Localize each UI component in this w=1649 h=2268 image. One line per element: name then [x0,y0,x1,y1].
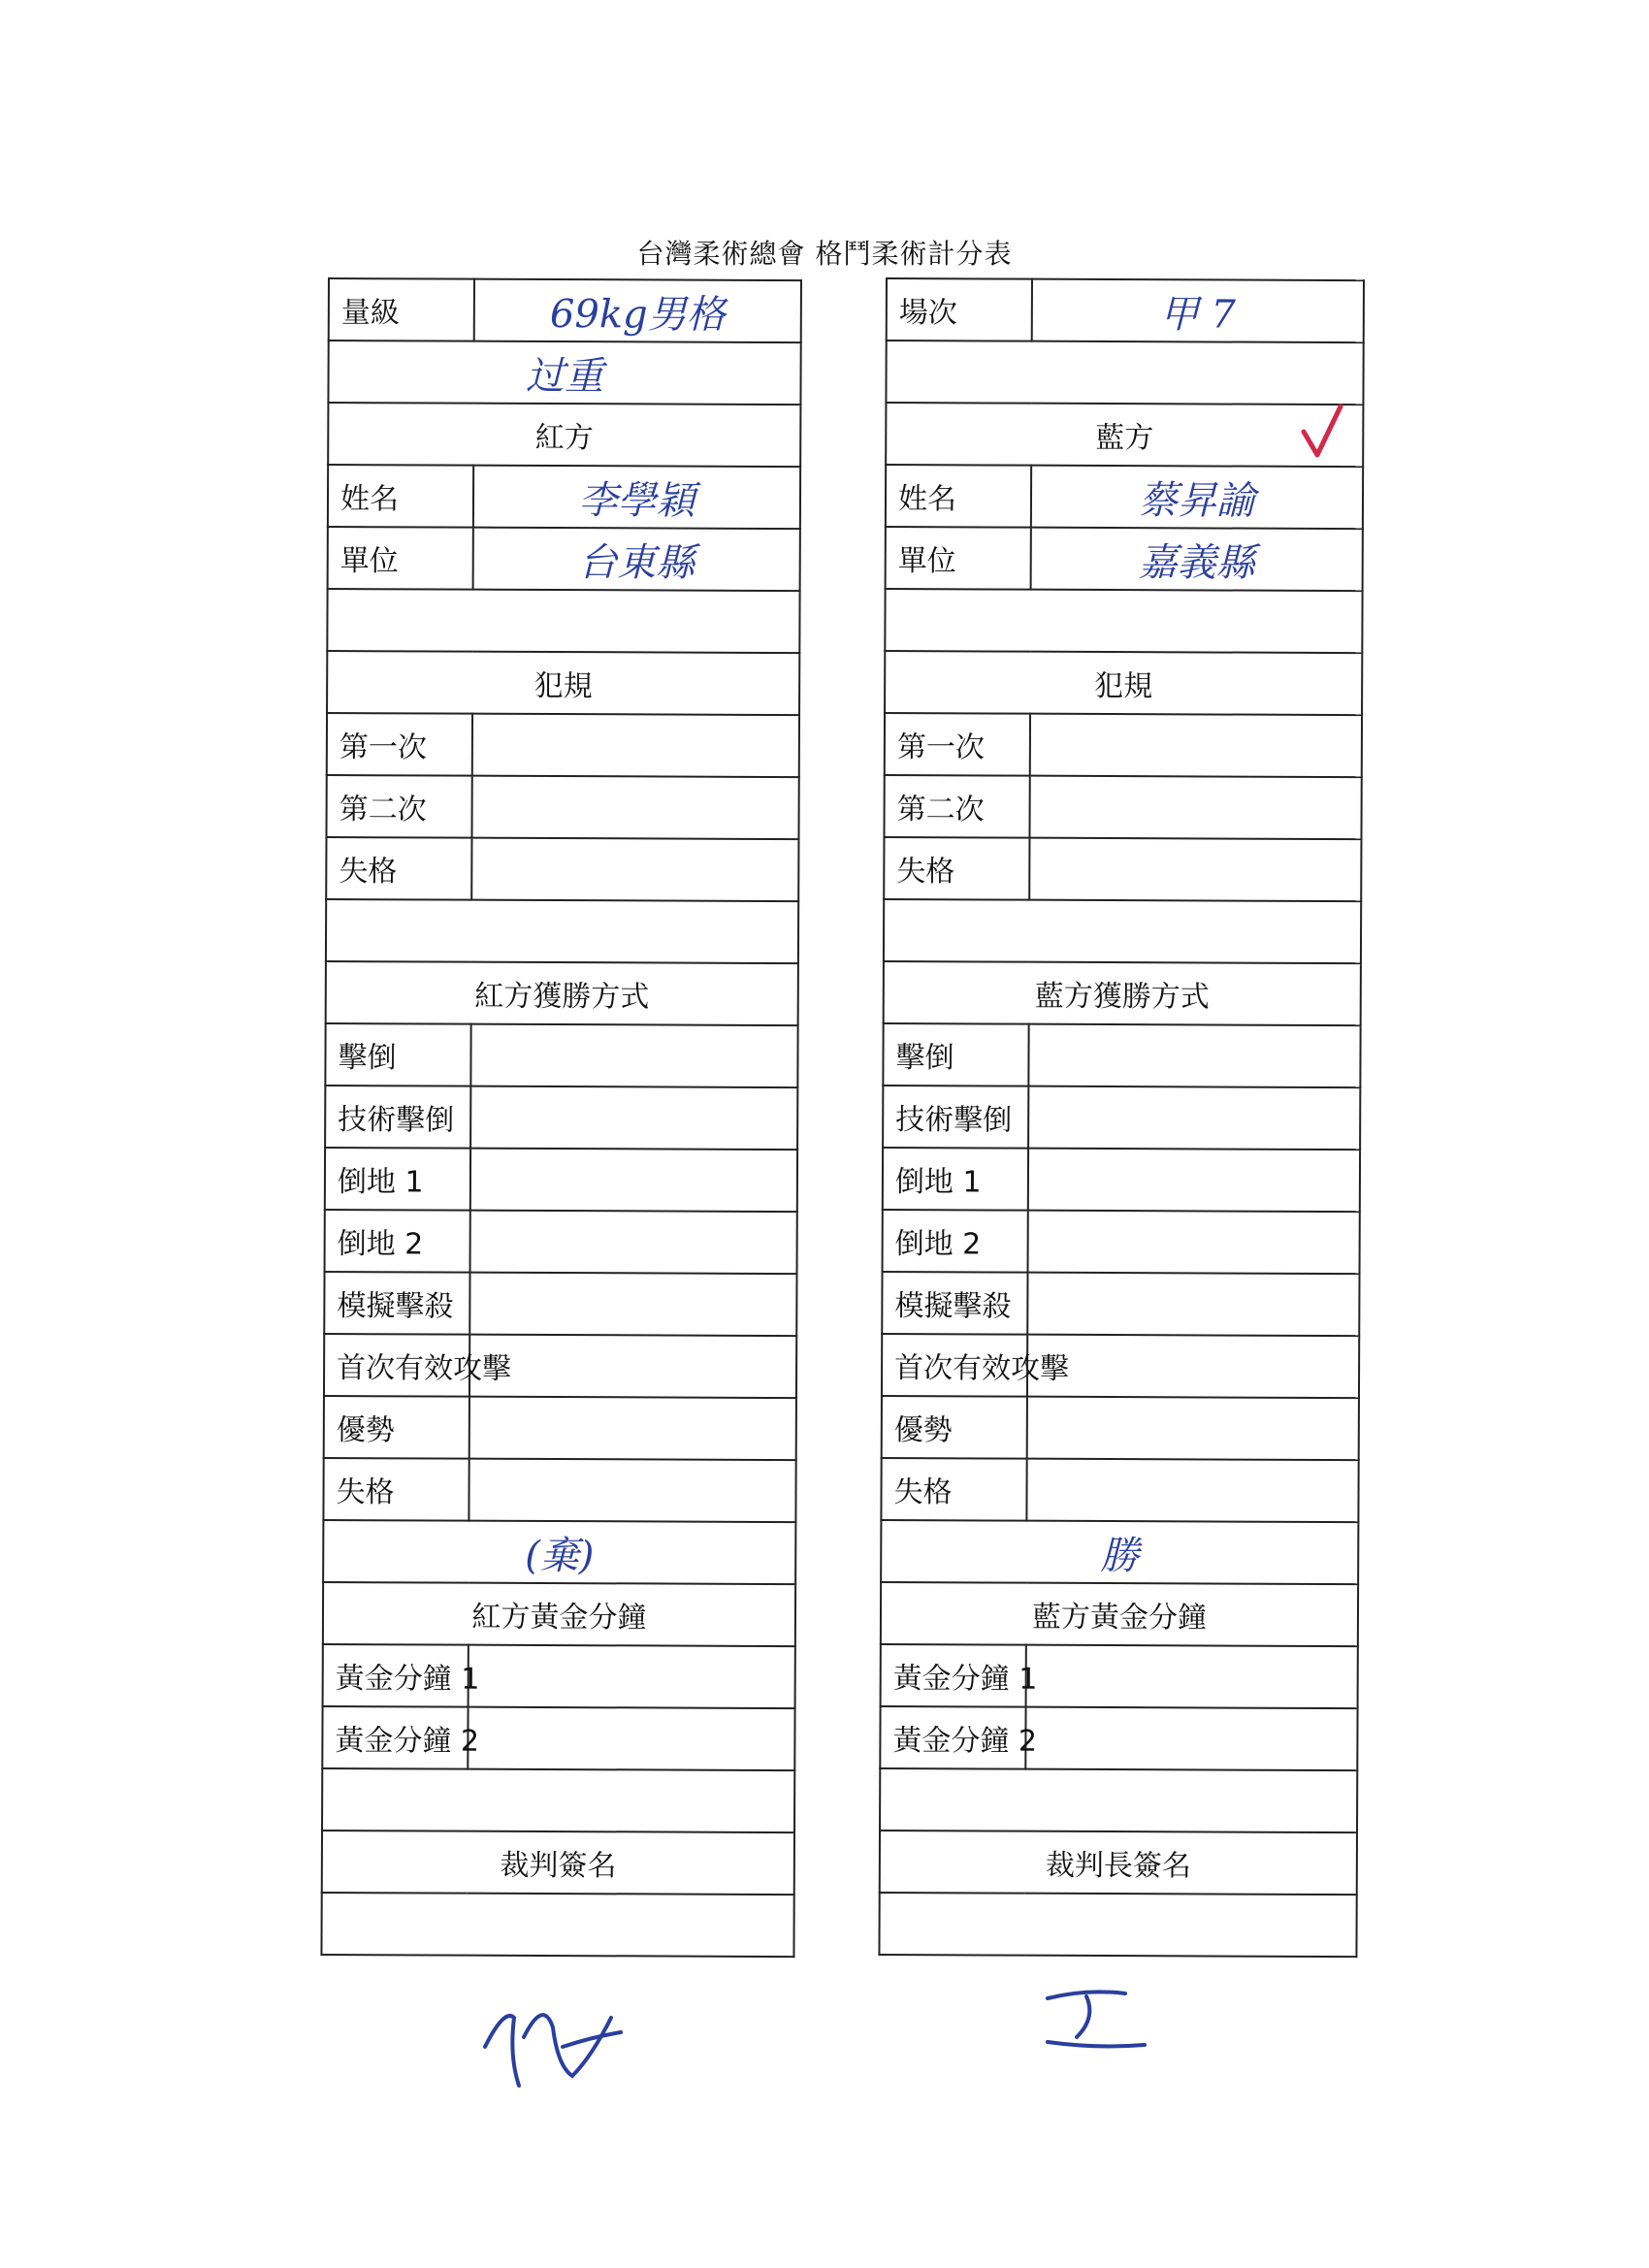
match-value[interactable]: 甲 7 [1032,279,1364,342]
blue-foul-label: 失格 [884,837,1029,900]
red-win-label: 模擬擊殺 [324,1272,469,1335]
blue-side-label: 藍方 [886,403,1363,467]
red-golden-label: 黃金分鐘 1 [323,1644,469,1707]
blue-golden-label: 黃金分鐘 2 [880,1706,1025,1769]
blank-row [326,899,798,963]
blue-foul-cell[interactable] [1029,776,1361,839]
blue-win-label: 失格 [881,1458,1026,1521]
blue-win-label: 擊倒 [883,1023,1028,1086]
referee-signature-icon [466,1979,630,2095]
blue-win-label: 倒地 1 [883,1148,1028,1211]
blue-foul-label: 第二次 [884,775,1029,838]
red-win-cell[interactable] [470,1149,797,1212]
red-win-label: 技術擊倒 [325,1085,470,1149]
blue-fouls-title: 犯規 [885,651,1362,715]
red-foul-cell[interactable] [471,776,798,839]
blue-win-cell[interactable] [1027,1273,1359,1336]
red-unit-value[interactable]: 台東縣 [473,528,800,591]
red-name-value[interactable]: 李學穎 [473,466,800,529]
blue-win-cell[interactable] [1028,1211,1360,1274]
weight-note[interactable]: 过重 [328,340,800,405]
red-score-table [320,277,802,1958]
blue-win-label: 倒地 2 [883,1210,1028,1273]
blue-score-table [878,277,1365,1958]
blank-row [322,1768,794,1832]
blue-win-cell[interactable] [1028,1086,1360,1150]
red-win-label: 優勢 [324,1396,469,1459]
referee-sign-title: 裁判簽名 [322,1831,794,1895]
blank-row [885,589,1362,653]
blue-unit-value[interactable]: 嘉義縣 [1031,528,1363,591]
blank-row [886,340,1363,405]
blue-win-cell[interactable] [1028,1149,1360,1212]
red-win-label: 擊倒 [325,1023,470,1086]
chief-referee-sign-cell[interactable] [879,1893,1356,1957]
red-foul-cell[interactable] [471,838,798,901]
red-win-cell[interactable] [470,1024,797,1087]
red-win-label: 首次有效攻擊 [324,1334,469,1397]
red-golden-title: 紅方黃金分鐘 [323,1582,795,1646]
red-golden-label: 黃金分鐘 2 [322,1706,468,1769]
red-foul-cell[interactable] [472,714,799,777]
red-golden-cell[interactable] [468,1707,794,1770]
red-foul-label: 第一次 [327,713,472,776]
red-win-label: 倒地 2 [325,1210,470,1273]
weight-label: 量級 [329,278,474,341]
red-foul-label: 第二次 [326,775,471,838]
red-fouls-title: 犯規 [327,651,799,715]
red-win-cell[interactable] [469,1273,796,1336]
blue-name-value[interactable]: 蔡昇諭 [1031,466,1363,529]
blank-row [327,589,799,653]
blue-win-label: 首次有效攻擊 [882,1334,1027,1397]
weight-value[interactable]: 69kg男格 [474,279,801,342]
blue-win-title: 藍方獲勝方式 [884,961,1361,1025]
red-win-cell[interactable] [470,1086,797,1150]
blue-unit-label: 單位 [886,527,1031,590]
blue-golden-title: 藍方黃金分鐘 [881,1582,1358,1646]
sheet-title: 台灣柔術總會 格鬥柔術計分表 [636,238,1013,270]
match-label: 場次 [887,278,1032,341]
red-unit-label: 單位 [328,527,473,590]
chief-referee-signature-icon [1038,1979,1154,2057]
blue-foul-label: 第一次 [885,713,1030,776]
red-win-cell[interactable] [469,1459,795,1522]
red-golden-cell[interactable] [469,1645,795,1708]
blue-win-cell[interactable] [1027,1335,1359,1398]
red-name-label: 姓名 [328,465,473,528]
blue-win-cell[interactable] [1027,1397,1359,1460]
check-mark-icon [1300,403,1344,461]
blue-win-cell[interactable] [1026,1459,1358,1522]
blue-golden-cell[interactable] [1026,1645,1358,1708]
blue-foul-cell[interactable] [1030,714,1362,777]
red-result-value[interactable]: (棄) [323,1520,795,1584]
blank-row [880,1768,1357,1832]
chief-referee-sign-title: 裁判長簽名 [880,1831,1357,1895]
blue-win-label: 技術擊倒 [883,1085,1028,1149]
blue-win-label: 模擬擊殺 [882,1272,1027,1335]
blue-result-value[interactable]: 勝 [881,1520,1358,1584]
red-foul-label: 失格 [326,837,471,900]
red-win-cell[interactable] [469,1335,796,1398]
blue-golden-label: 黃金分鐘 1 [881,1644,1026,1707]
blank-row [884,899,1361,963]
blue-win-label: 優勢 [882,1396,1027,1459]
red-win-cell[interactable] [469,1397,796,1460]
red-win-label: 失格 [323,1458,469,1521]
referee-sign-cell[interactable] [321,1893,793,1957]
red-side-label: 紅方 [328,403,800,467]
red-win-title: 紅方獲勝方式 [326,961,798,1025]
red-win-cell[interactable] [470,1211,797,1274]
blue-golden-cell[interactable] [1025,1707,1357,1770]
blue-foul-cell[interactable] [1029,838,1361,901]
blue-name-label: 姓名 [886,465,1031,528]
blue-win-cell[interactable] [1028,1024,1360,1087]
red-win-label: 倒地 1 [325,1148,470,1211]
